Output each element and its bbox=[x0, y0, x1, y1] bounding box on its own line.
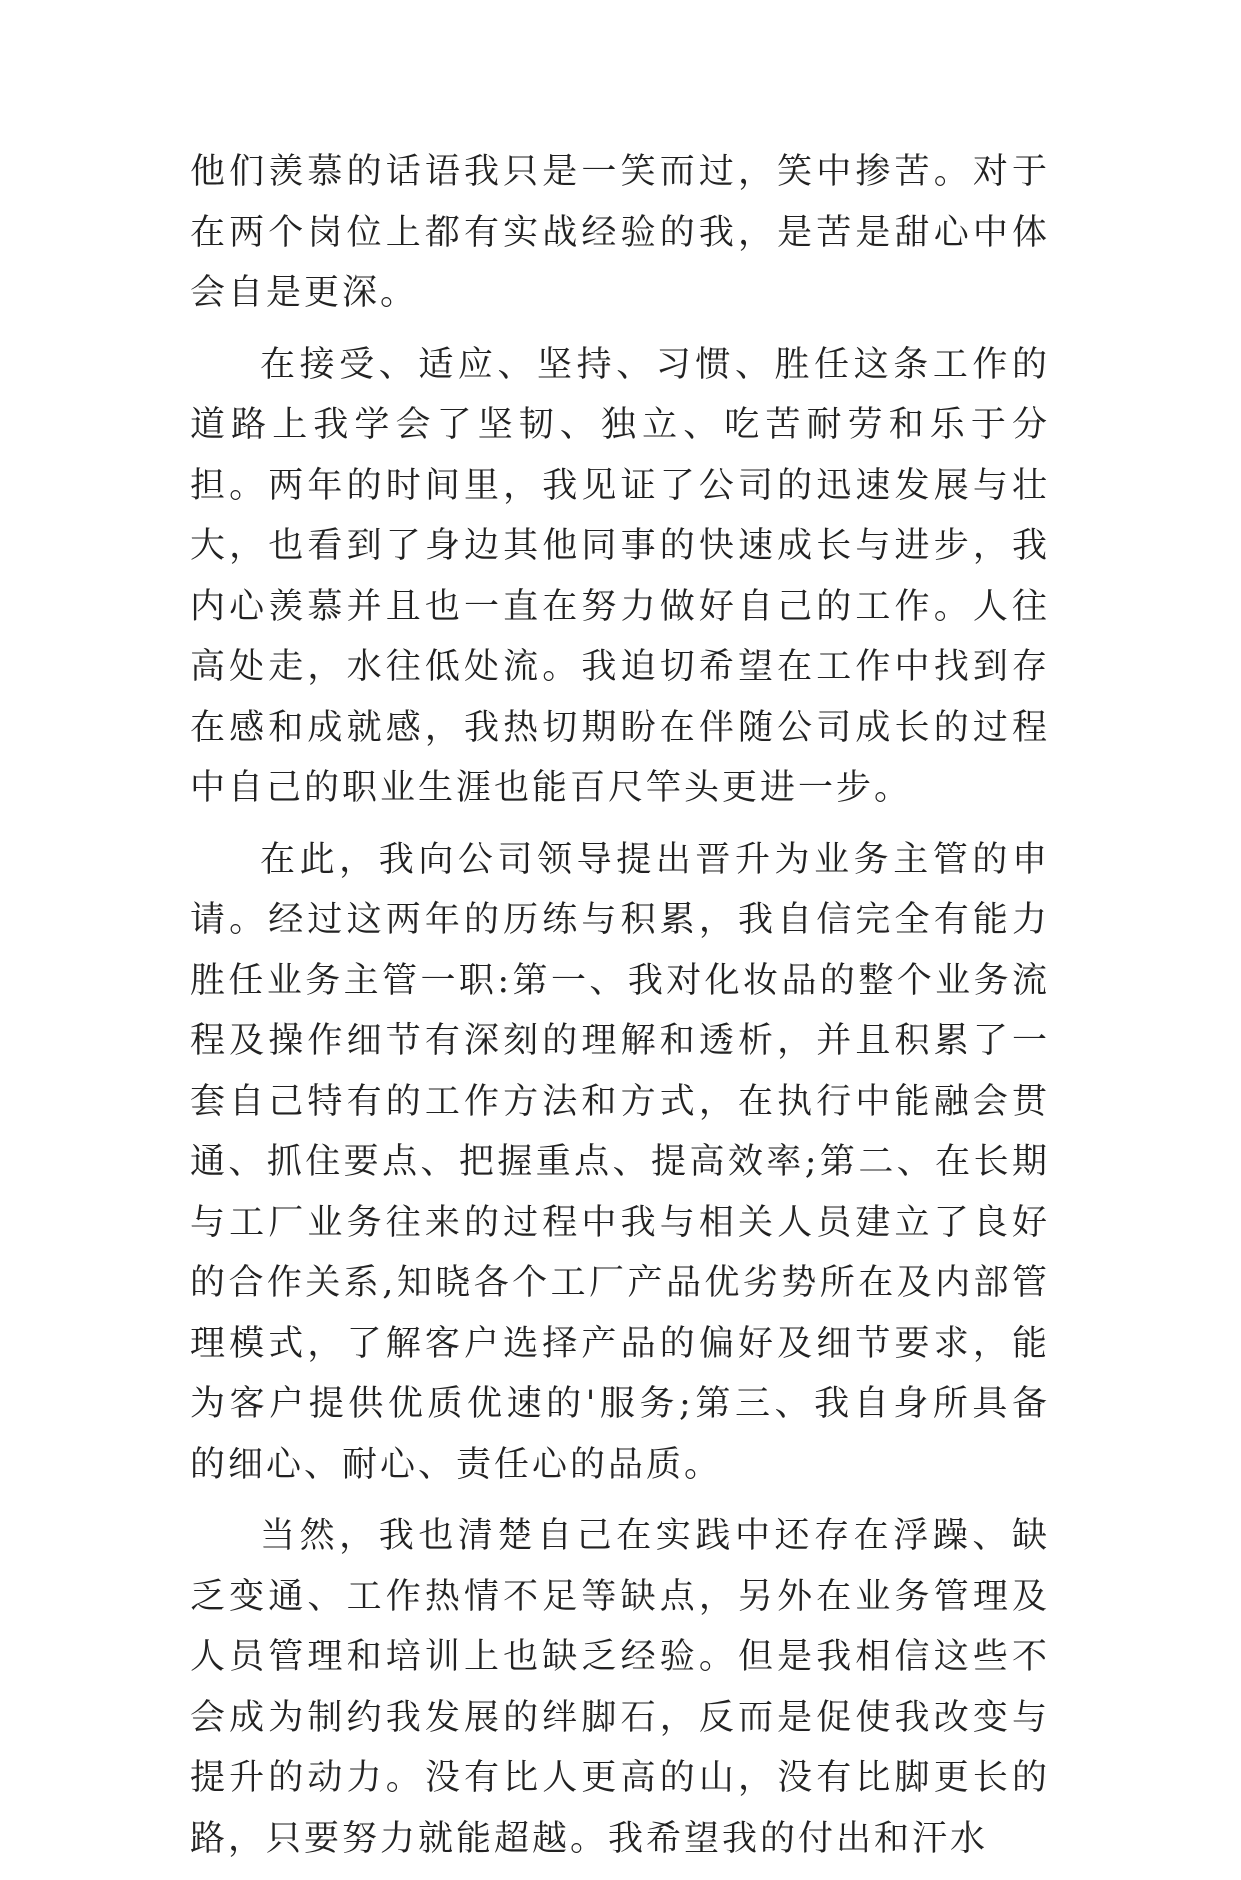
paragraph-1: 他们羡慕的话语我只是一笑而过，笑中掺苦。对于在两个岗位上都有实战经验的我，是苦是甜心中体会自是更深。 bbox=[190, 152, 1050, 313]
paragraph-3: 在此，我向公司领导提出晋升为业务主管的申请。经过这两年的历练与积累，我自信完全有能力胜任业务主管一职:第一、我对化妆品的整个业务流程及操作细节有深刻的理解和透析，并且积累了一套自己特有的工作方法和方式，在执行中能融会贯通、抓住要点、把握重点、提高效率;第二、在长期与工厂业务往来的过程中我与相关人员建立了良好的合作关系,知晓各个工厂产品优劣势所在及内部管理模式，了解客户选择产品的偏好及细节要求，能为客户提供优质优速的'服务;第三、我自身所具备的细心、耐心、责任心的品质。 bbox=[190, 839, 1050, 1485]
paragraph-2: 在接受、适应、坚持、习惯、胜任这条工作的道路上我学会了坚韧、独立、吃苦耐劳和乐于分担。两年的时间里，我见证了公司的迅速发展与壮大，也看到了身边其他同事的快速成长与进步，我内心羡慕并且也一直在努力做好自己的工作。人往高处走，水往低处流。我迫切希望在工作中找到存在感和成就感，我热切期盼在伴随公司成长的过程中自己的职业生涯也能百尺竿头更进一步。 bbox=[190, 344, 1050, 808]
paragraph-4: 当然，我也清楚自己在实践中还存在浮躁、缺乏变通、工作热情不足等缺点，另外在业务管理及人员管理和培训上也缺乏经验。但是我相信这些不会成为制约我发展的绊脚石，反而是促使我改变与提升的动力。没有比人更高的山，没有比脚更长的路，只要努力就能超越。我希望我的付出和汗水 bbox=[190, 1516, 1050, 1859]
document-page bbox=[190, 142, 1050, 1880]
